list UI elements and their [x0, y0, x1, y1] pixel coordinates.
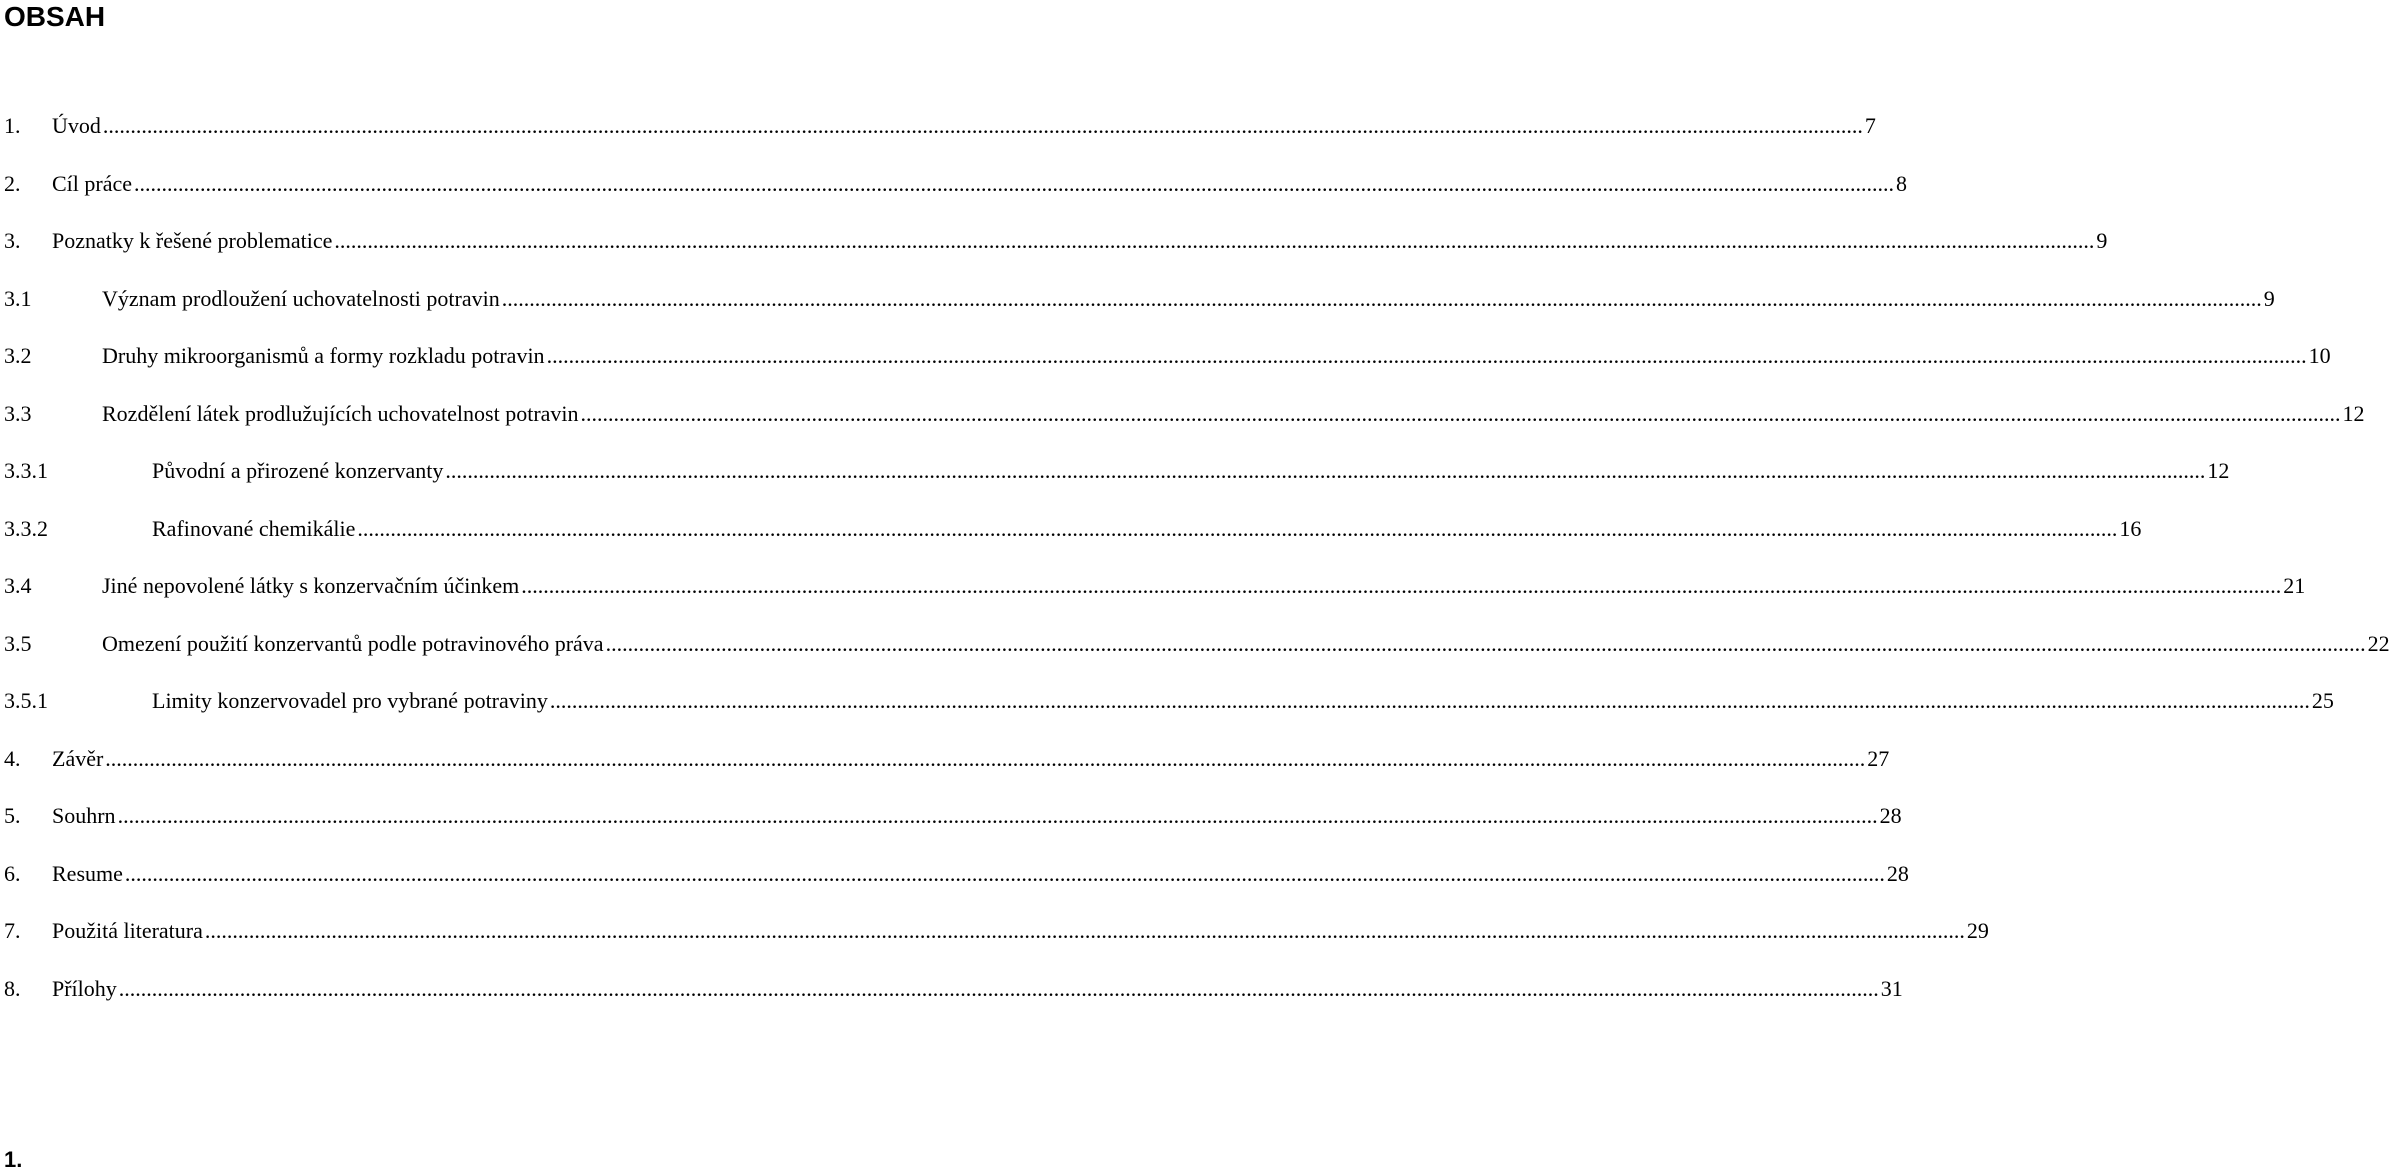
page-title: OBSAH: [4, 1, 106, 32]
toc-entry[interactable]: [4, 515, 2142, 573]
toc-entry-page: 21: [2283, 573, 2306, 598]
toc-leader-dots: [547, 342, 2307, 370]
toc-entry[interactable]: [4, 975, 1903, 1033]
toc-entry-page: 28: [1879, 803, 1902, 828]
section-heading-number: 1.: [4, 1147, 23, 1172]
toc-entry-page: 22: [2367, 630, 2390, 656]
toc-entry-number: 2.: [4, 170, 21, 196]
toc-entry[interactable]: [4, 572, 2306, 630]
toc-entry-title: Závěr: [52, 745, 104, 771]
toc-entry-number: 7.: [4, 918, 21, 943]
toc-entry-title: Omezení použití konzervantů podle potravinového práva: [102, 630, 604, 656]
toc-entry-number: 8.: [4, 975, 21, 1001]
table-of-contents: [4, 112, 2390, 1032]
toc-entry[interactable]: [4, 400, 2365, 458]
toc-leader-dots: [606, 630, 2366, 658]
toc-entry-number: 3.4: [4, 573, 32, 598]
toc-entry-title: Rozdělení látek prodlužujících uchovatelnost potravin: [102, 400, 579, 426]
toc-entry-title: Význam prodloužení uchovatelnosti potravin: [102, 285, 500, 311]
toc-entry-page: 10: [2308, 343, 2331, 368]
toc-entry[interactable]: [4, 745, 1890, 803]
toc-entry-page: 29: [1966, 918, 1989, 943]
toc-leader-dots: [105, 745, 1865, 773]
toc-entry[interactable]: [4, 227, 2108, 285]
toc-leader-dots: [581, 400, 2341, 428]
toc-entry-page: 27: [1867, 745, 1890, 771]
toc-leader-dots: [357, 515, 2117, 543]
toc-entry-number: 4.: [4, 745, 21, 771]
toc-entry-title: Použitá literatura: [52, 918, 203, 943]
toc-entry-title: Cíl práce: [52, 170, 133, 196]
toc-entry-title: Původní a přirozené konzervanty: [152, 458, 444, 483]
toc-entry[interactable]: [4, 170, 1908, 228]
toc-leader-dots: [119, 975, 1879, 1003]
toc-entry-number: 3.3.2: [4, 515, 48, 541]
toc-entry-number: 3.5: [4, 630, 32, 656]
toc-entry[interactable]: [4, 802, 1902, 860]
toc-entry-number: 3.: [4, 228, 21, 253]
toc-entry-page: 16: [2119, 515, 2142, 541]
toc-leader-dots: [334, 227, 2094, 255]
toc-entry-title: Druhy mikroorganismů a formy rozkladu potravin: [102, 343, 545, 368]
toc-entry-number: 6.: [4, 860, 21, 886]
toc-entry-page: 12: [2207, 458, 2230, 483]
toc-entry-page: 28: [1886, 860, 1909, 886]
toc-leader-dots: [550, 687, 2310, 715]
toc-entry[interactable]: [4, 285, 2275, 343]
toc-entry-page: 9: [2263, 285, 2275, 311]
toc-entry-number: 3.1: [4, 285, 32, 311]
toc-leader-dots: [502, 285, 2262, 313]
toc-entry-number: 1.: [4, 113, 21, 138]
toc-entry[interactable]: [4, 457, 2230, 515]
toc-entry-number: 3.2: [4, 343, 32, 368]
toc-entry-page: 8: [1896, 170, 1908, 196]
toc-entry-title: Souhrn: [52, 803, 116, 828]
toc-entry-page: 9: [2096, 228, 2108, 253]
toc-leader-dots: [205, 917, 1965, 945]
toc-entry-page: 25: [2311, 688, 2334, 713]
toc-entry[interactable]: [4, 342, 2331, 400]
toc-entry-title: Limity konzervovadel pro vybrané potraviny: [152, 688, 548, 713]
toc-entry-title: Poznatky k řešené problematice: [52, 228, 333, 253]
toc-entry-page: 12: [2342, 400, 2365, 426]
toc-leader-dots: [125, 860, 1885, 888]
toc-entry[interactable]: [4, 860, 1909, 918]
toc-entry-title: Rafinované chemikálie: [152, 515, 356, 541]
toc-entry-number: 3.5.1: [4, 688, 48, 713]
toc-entry-title: Úvod: [52, 113, 101, 138]
toc-entry-title: Resume: [52, 860, 123, 886]
toc-entry[interactable]: [4, 630, 2390, 688]
toc-leader-dots: [445, 457, 2205, 485]
toc-entry-title: Jiné nepovolené látky s konzervačním účinkem: [102, 573, 520, 598]
toc-entry-page: 31: [1880, 975, 1903, 1001]
toc-entry-number: 3.3: [4, 400, 32, 426]
toc-leader-dots: [103, 112, 1863, 140]
toc-entry-title: Přílohy: [52, 975, 117, 1001]
toc-entry[interactable]: [4, 112, 1876, 170]
toc-entry[interactable]: [4, 917, 1989, 975]
toc-leader-dots: [134, 170, 1894, 198]
toc-entry-page: 7: [1864, 113, 1876, 138]
toc-entry-number: 5.: [4, 803, 21, 828]
toc-leader-dots: [118, 802, 1878, 830]
toc-leader-dots: [521, 572, 2281, 600]
toc-entry-number: 3.3.1: [4, 458, 48, 483]
toc-entry[interactable]: [4, 687, 2334, 745]
